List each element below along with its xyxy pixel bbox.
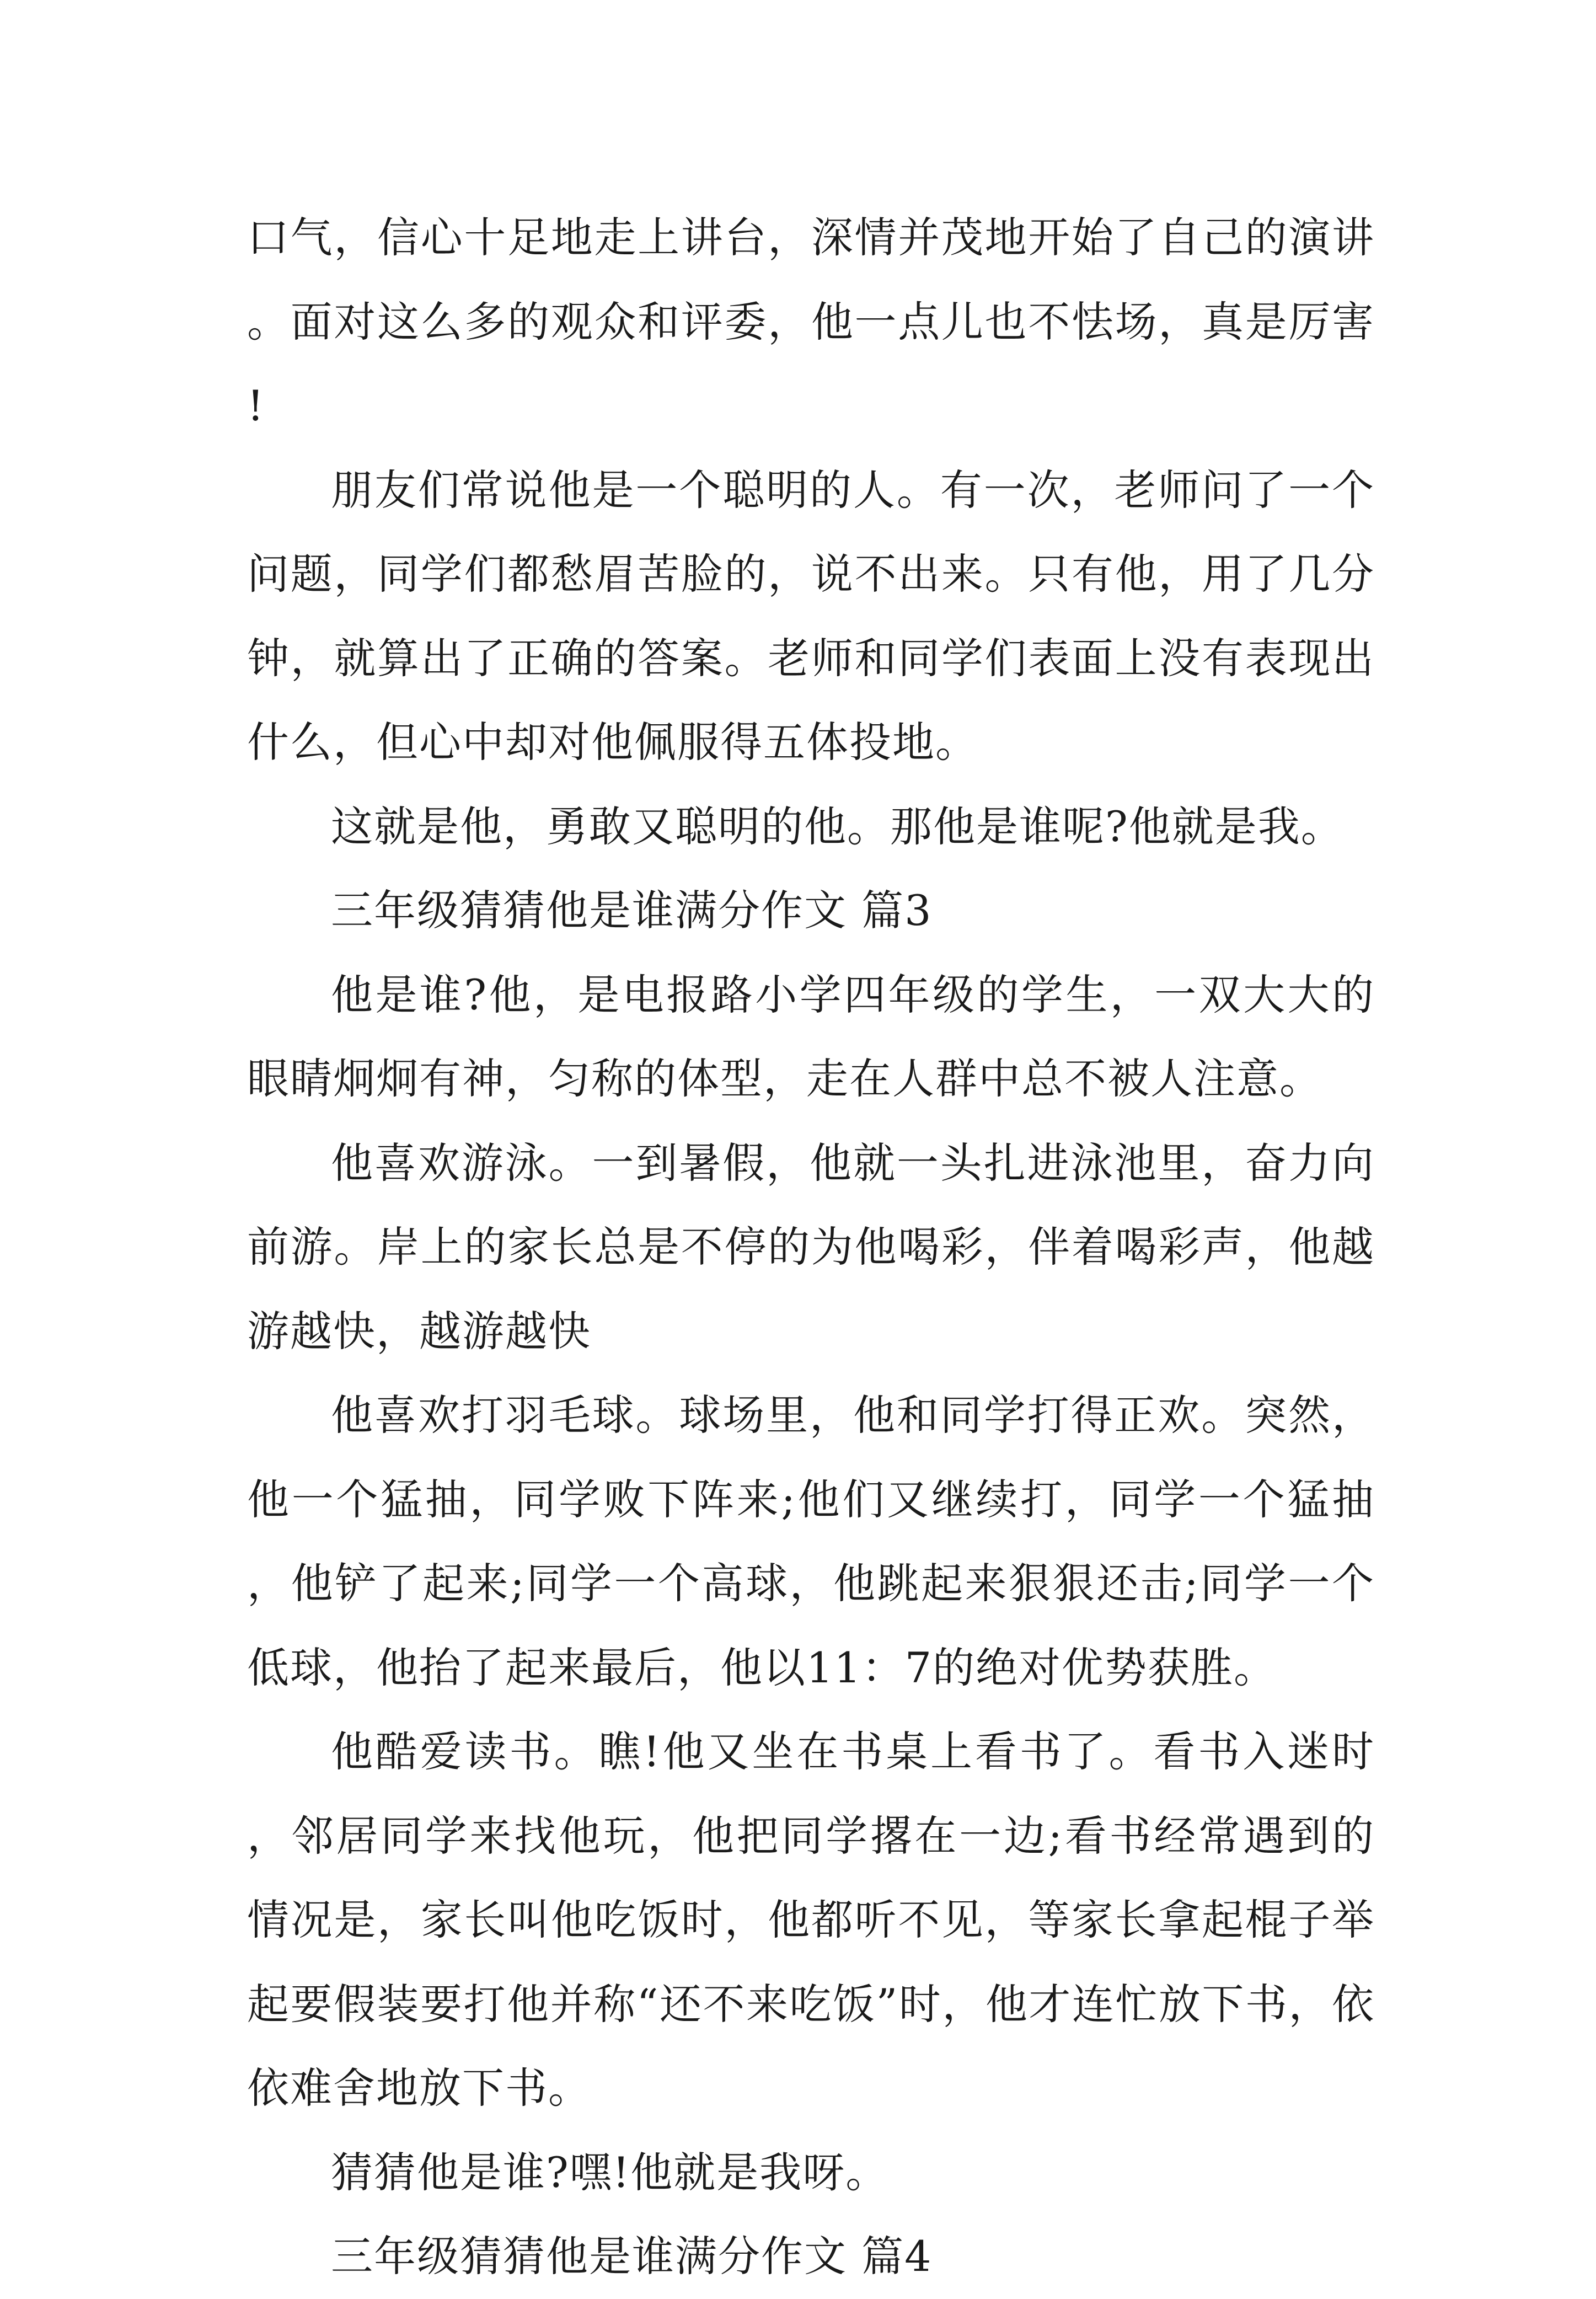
paragraph-5: 他喜欢游泳。一到暑假，他就一头扎进泳池里，奋力向前游。岸上的家长总是不停的为他喝彩，伴着喝彩声，他越游越快，越游越快 — [247, 1138, 1375, 1356]
paragraph-7: 他酷爱读书。瞧!他又坐在书桌上看书了。看书入迷时，邻居同学来找他玩，他把同学撂在一边;看书经常遇到的情况是，家长叫他吃饭时，他都听不见，等家长拿起棍子举起要假装要打他并称“还不来吃饭”时，他才连忙放下书，依依难舍地放下书。 — [247, 1727, 1375, 2113]
paragraph-8: 猜猜他是谁?嘿!他就是我呀。 — [331, 2147, 889, 2197]
paragraph-1: 口气，信心十足地走上讲台，深情并茂地开始了自己的演讲。面对这么多的观众和评委，他一点儿也不怯场，真是厉害! — [247, 213, 1375, 430]
document-body — [247, 196, 1375, 2299]
paragraph-3: 这就是他，勇敢又聪明的他。那他是谁呢?他就是我。 — [331, 801, 1344, 851]
paragraph-2: 朋友们常说他是一个聪明的人。有一次，老师问了一个问题，同学们都愁眉苦脸的，说不出来。只有他，用了几分钟，就算出了正确的答案。老师和同学们表面上没有表现出什么，但心中却对他佩服得五体投地。 — [247, 465, 1375, 767]
paragraph-4: 他是谁?他，是电报路小学四年级的学生，一双大大的眼睛炯炯有神，匀称的体型，走在人群中总不被人注意。 — [247, 970, 1375, 1103]
section-heading-4: 三年级猜猜他是谁满分作文 篇4 — [331, 2232, 933, 2281]
section-heading-3: 三年级猜猜他是谁满分作文 篇3 — [331, 886, 933, 935]
paragraph-6: 他喜欢打羽毛球。球场里，他和同学打得正欢。突然，他一个猛抽，同学败下阵来;他们又继续打，同学一个猛抽，他铲了起来;同学一个高球，他跳起来狠狠还击;同学一个低球，他抬了起来最后，他以11：7的绝对优势获胜。 — [247, 1391, 1375, 1692]
